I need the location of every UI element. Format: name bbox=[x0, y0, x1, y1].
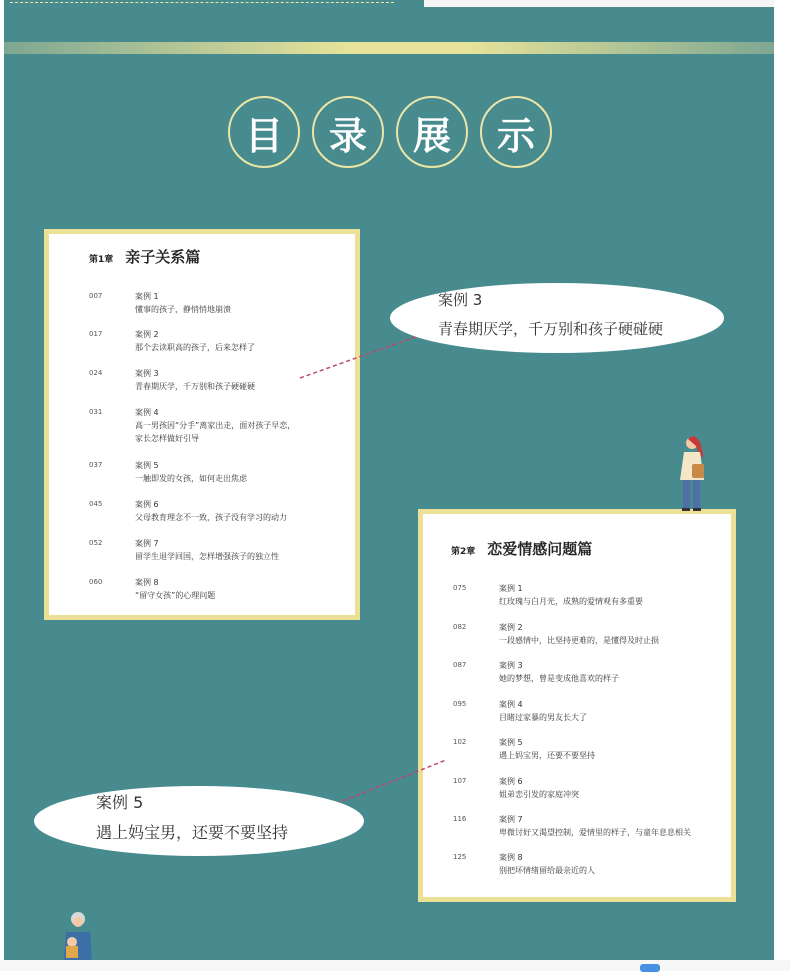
case-label: 案例 3 bbox=[135, 369, 159, 378]
case-label: 案例 8 bbox=[499, 853, 523, 862]
grandparent-illustration bbox=[60, 910, 100, 960]
case-label: 案例 3 bbox=[499, 661, 523, 670]
case-description: 懂事的孩子，静悄悄地崩溃 bbox=[135, 305, 231, 314]
callout-case-label: 案例 3 bbox=[438, 291, 483, 309]
page-number: 087 bbox=[453, 661, 467, 669]
case-label: 案例 5 bbox=[135, 461, 159, 470]
case-description: “留守女孩”的心理问题 bbox=[135, 591, 216, 600]
callout-case-label: 案例 5 bbox=[96, 793, 144, 812]
chapter-title: 恋爱情感问题篇 bbox=[487, 540, 593, 558]
case-label: 案例 7 bbox=[135, 539, 159, 548]
page-number: 082 bbox=[453, 623, 467, 631]
case-description: 红玫瑰与白月光，成熟的爱情观有多重要 bbox=[499, 597, 643, 606]
bottom-strip bbox=[0, 960, 790, 971]
page-number: 095 bbox=[453, 700, 467, 708]
case-label: 案例 6 bbox=[135, 500, 159, 509]
callout-connector-1 bbox=[300, 336, 418, 378]
page-number: 125 bbox=[453, 853, 467, 861]
chapter-number: 第1章 bbox=[89, 255, 114, 265]
page-number: 075 bbox=[453, 584, 467, 592]
case-description: 别把坏情绪留给最亲近的人 bbox=[499, 866, 595, 875]
callout-connector-2 bbox=[330, 760, 446, 806]
chapter-title: 亲子关系篇 bbox=[125, 248, 201, 266]
callout-description: 遇上妈宝男，还要不要坚持 bbox=[96, 823, 289, 842]
case-label: 案例 2 bbox=[499, 623, 523, 632]
page-number: 045 bbox=[89, 500, 103, 508]
page-number: 107 bbox=[453, 777, 467, 785]
chapter-number: 第2章 bbox=[451, 547, 476, 557]
page-number: 031 bbox=[89, 408, 103, 416]
case-label: 案例 1 bbox=[135, 292, 159, 301]
case-description: 一触即发的女孩，如何走出焦虑 bbox=[135, 474, 247, 483]
case-description: 留学生退学回国，怎样增强孩子的独立性 bbox=[135, 552, 279, 561]
case-label: 案例 4 bbox=[135, 408, 159, 417]
case-description: 青春期厌学，千万别和孩子硬碰硬 bbox=[135, 382, 255, 391]
case-label: 案例 6 bbox=[499, 777, 523, 786]
page-number: 024 bbox=[89, 369, 103, 377]
case-label: 案例 2 bbox=[135, 330, 159, 339]
top-strip bbox=[424, 0, 774, 7]
case-description-cont: 家长怎样做好引导 bbox=[135, 434, 199, 443]
case-description: 遇上妈宝男，还要不要坚持 bbox=[499, 751, 595, 760]
catalog-poster bbox=[4, 0, 774, 960]
case-description: 那个去读职高的孩子，后来怎样了 bbox=[135, 343, 255, 352]
case-label: 案例 7 bbox=[499, 815, 523, 824]
case-description: 一段感情中，比坚持更难的，是懂得及时止损 bbox=[499, 636, 659, 645]
title-char: 录 bbox=[328, 113, 367, 158]
case-description: 她的梦想，曾是变成他喜欢的样子 bbox=[499, 674, 619, 683]
page-number: 102 bbox=[453, 738, 467, 746]
girl-illustration bbox=[670, 434, 716, 514]
page-number: 060 bbox=[89, 578, 103, 586]
case-description: 父母教育理念不一致，孩子没有学习的动力 bbox=[135, 513, 287, 522]
title-char: 目 bbox=[244, 113, 283, 158]
case-description: 卑微讨好又渴望控制，爱情里的样子，与童年息息相关 bbox=[499, 828, 691, 837]
callout-description: 青春期厌学，千万别和孩子硬碰硬 bbox=[438, 320, 664, 338]
title-char: 示 bbox=[496, 113, 535, 158]
page-number: 017 bbox=[89, 330, 103, 338]
title-char: 展 bbox=[412, 113, 451, 158]
case-label: 案例 4 bbox=[499, 700, 523, 709]
page-number: 037 bbox=[89, 461, 103, 469]
page-number: 116 bbox=[453, 815, 467, 823]
case-description: 姐弟恋引发的家庭冲突 bbox=[499, 790, 579, 799]
case-label: 案例 5 bbox=[499, 738, 523, 747]
page-number: 052 bbox=[89, 539, 103, 547]
case-description: 目睹过家暴的男友长大了 bbox=[499, 713, 587, 722]
case-label: 案例 1 bbox=[499, 584, 523, 593]
case-description: 高一男孩因“分手”离家出走，面对孩子早恋， bbox=[135, 421, 296, 430]
case-label: 案例 8 bbox=[135, 578, 159, 587]
page-number: 007 bbox=[89, 292, 103, 300]
